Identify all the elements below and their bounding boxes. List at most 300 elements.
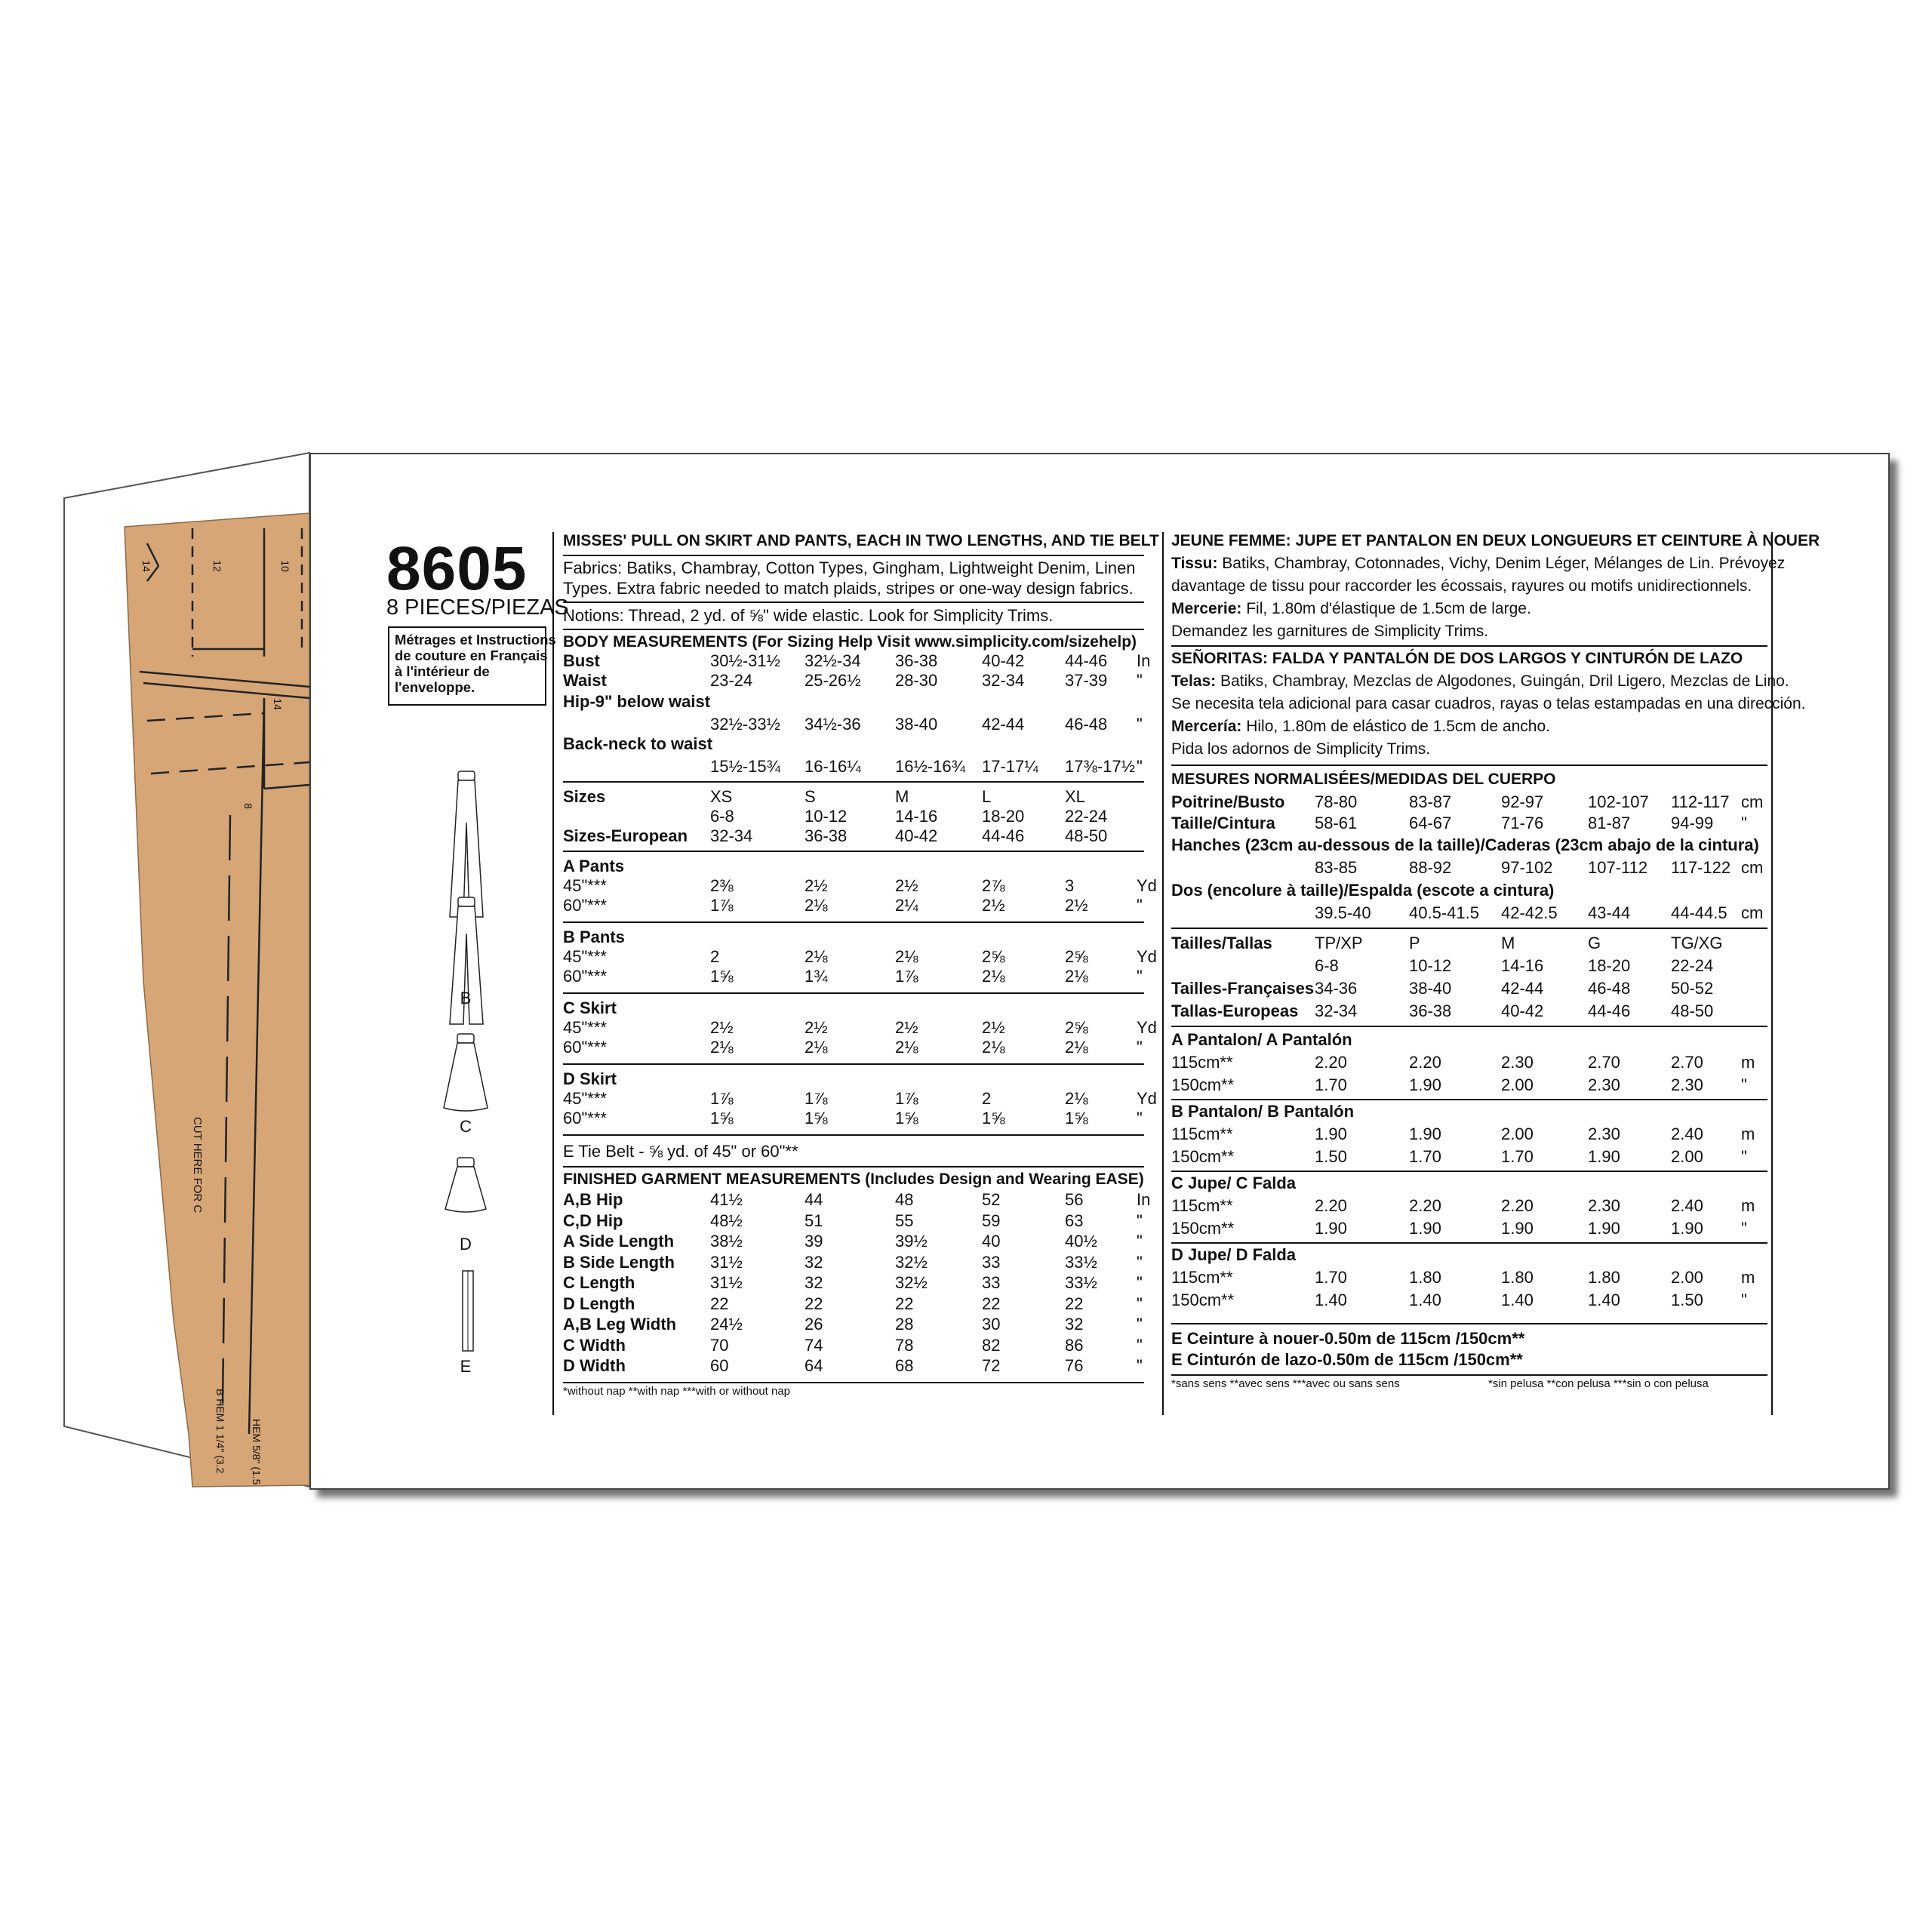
unit: ": [1137, 715, 1143, 734]
cell-value: 92-97: [1501, 792, 1544, 811]
unit: m: [1741, 1196, 1755, 1215]
cell-value: 39½: [895, 1232, 928, 1251]
size-letter: L: [982, 787, 992, 806]
divider-line: [563, 1166, 1144, 1168]
cell-value: 32: [804, 1252, 823, 1272]
cell-value: 2.20: [1315, 1053, 1347, 1072]
cell-value: 70: [710, 1335, 729, 1355]
euro-size: 36-38: [804, 826, 848, 845]
cell-value: 48: [895, 1190, 914, 1209]
tailles-fr-label: Tailles-Françaises: [1171, 979, 1315, 998]
cell-value: 28-30: [895, 671, 938, 690]
cell-value: 32½: [895, 1273, 928, 1292]
spanish-text-bold: Telas:: [1171, 672, 1217, 690]
cell-value: 2.20: [1501, 1196, 1534, 1215]
cell-value: 1.80: [1588, 1268, 1620, 1287]
cell-value: 2½: [1065, 896, 1088, 915]
cell-value: 94-99: [1671, 814, 1714, 832]
cell-value: 78: [895, 1335, 914, 1355]
column-divider-right: [1771, 532, 1773, 1415]
cell-value: 2.70: [1671, 1053, 1703, 1072]
unit: Yd: [1137, 876, 1157, 895]
ceinture-text: E Ceinture à nouer-0.50m de 115cm /150cm**: [1171, 1329, 1525, 1348]
cell-value: 2.20: [1315, 1196, 1347, 1215]
cell-value: 82: [982, 1335, 1001, 1355]
cell-value: 1.90: [1588, 1147, 1620, 1166]
divider-line: [563, 921, 1144, 923]
french-title: JEUNE FEMME: JUPE ET PANTALON EN DEUX LONGUEURS ET CEINTURE À NOUER: [1171, 532, 1820, 549]
cell-value: 1.40: [1501, 1291, 1534, 1309]
cell-value: 81-87: [1588, 814, 1631, 832]
row-label: 150cm**: [1171, 1075, 1235, 1094]
cell-value: 2.30: [1501, 1053, 1534, 1072]
cell-value: 2½: [710, 1018, 734, 1037]
cell-value: 43-44: [1588, 903, 1631, 922]
cell-value: 1.90: [1409, 1124, 1441, 1143]
cell-value: 33: [982, 1273, 1001, 1292]
column-divider-middle: [1162, 532, 1164, 1415]
cell-value: 55: [895, 1211, 914, 1230]
size-letter: M: [895, 787, 909, 806]
size-number: 10-12: [804, 807, 848, 826]
view-label-d: D: [460, 1235, 472, 1254]
cell-value: 2.00: [1501, 1075, 1534, 1094]
cell-value: 97-102: [1501, 858, 1553, 877]
tailles-label: Tailles/Tallas: [1171, 934, 1272, 952]
cell-value: 42-42.5: [1501, 903, 1558, 922]
cell-value: 33½: [1065, 1252, 1097, 1272]
view-d-drawing: [442, 1156, 489, 1217]
cell-value: 1⅞: [895, 1089, 918, 1108]
view-label-e: E: [460, 1357, 472, 1376]
french-note-line: de couture en Français: [395, 648, 548, 663]
cell-value: 34½-36: [804, 715, 861, 734]
taille-letter: P: [1409, 934, 1420, 952]
spanish-text-bold: Mercería:: [1171, 718, 1242, 735]
metric-body-heading: MESURES NORMALISÉES/MEDIDAS DEL CUERPO: [1171, 771, 1556, 788]
cell-value: 2½: [895, 1018, 918, 1037]
row-label: 115cm**: [1171, 1268, 1233, 1287]
cell-value: 64: [804, 1356, 823, 1375]
cell-value: 2⅞: [982, 876, 1005, 895]
unit: ": [1137, 1356, 1143, 1375]
unit: ": [1137, 1038, 1143, 1057]
unit: ": [1137, 1273, 1143, 1292]
taille-number: 6-8: [1315, 956, 1339, 975]
tissue-cut-here-text: CUT HERE FOR C: [191, 1117, 204, 1214]
cell-value: 56: [1065, 1190, 1084, 1209]
spanish-text-line: [1171, 695, 1806, 713]
row-label: B Side Length: [563, 1252, 675, 1272]
cell-value: 2: [982, 1089, 992, 1108]
talla-eu: 40-42: [1501, 1001, 1544, 1020]
cell-value: 2⅛: [982, 967, 1005, 986]
cell-value: 63: [1065, 1211, 1084, 1230]
cell-value: 2½: [895, 876, 918, 895]
taille-letter: TG/XG: [1671, 934, 1723, 952]
cell-value: 37-39: [1065, 671, 1108, 690]
cell-value: 1.90: [1501, 1219, 1534, 1238]
row-label: 45"***: [563, 876, 607, 895]
tissue-label-12: 12: [211, 560, 223, 572]
cell-value: 2¼: [895, 896, 918, 915]
divider-line: [563, 1134, 1144, 1136]
cell-value: 112-117: [1671, 792, 1730, 811]
cell-value: 1.80: [1501, 1268, 1534, 1287]
french-text-line: [1171, 623, 1488, 641]
cell-value: 60: [710, 1356, 729, 1375]
cell-value: 44-46: [1065, 651, 1108, 670]
talla-eu: 36-38: [1409, 1001, 1452, 1020]
french-text: Fil, 1.80m d'élastique de 1.5cm de large.: [1241, 600, 1531, 617]
cell-value: 2⅛: [895, 1038, 918, 1057]
cell-value: 1.80: [1409, 1268, 1441, 1287]
row-label: Waist: [563, 671, 607, 690]
cell-value: 2⅛: [1065, 1038, 1088, 1057]
fabrics-line: Types. Extra fabric needed to match plaids, stripes or one-way design fabrics.: [563, 579, 1134, 598]
cell-value: 2⅛: [895, 947, 918, 966]
taille-number: 14-16: [1501, 956, 1544, 975]
notions-text: Notions: Thread, 2 yd. of ⅝" wide elastic. Look for Simplicity Trims.: [563, 606, 1054, 625]
cell-value: 1⅝: [1065, 1109, 1088, 1128]
divider-line: [563, 851, 1144, 852]
spanish-text: Batiks, Chambray, Mezclas de Algodones, Guingán, Dril Ligero, Mezclas de Lino.: [1216, 672, 1789, 690]
cell-value: 88-92: [1409, 858, 1452, 877]
divider-line: [1171, 1099, 1767, 1100]
cell-value: 2.40: [1671, 1196, 1703, 1215]
cell-value: 2.30: [1671, 1075, 1703, 1094]
size-letter: XL: [1065, 787, 1085, 806]
unit: ": [1137, 1252, 1143, 1272]
cinturon-text: E Cinturón de lazo-0.50m de 115cm /150cm**: [1171, 1350, 1523, 1369]
french-text: davantage de tissu pour raccorder les écossais, rayures ou motifs unidirectionnels.: [1171, 577, 1752, 595]
pattern-number: 8605: [386, 534, 528, 603]
cell-value: 2.30: [1588, 1075, 1620, 1094]
cell-value: 39.5-40: [1315, 903, 1371, 922]
tissue-label-8: 8: [242, 803, 254, 809]
cell-value: 1.90: [1409, 1219, 1441, 1238]
unit: ": [1137, 896, 1143, 915]
row-label: 150cm**: [1171, 1291, 1235, 1309]
cell-value: 40-42: [982, 651, 1025, 670]
divider-line: [1171, 1323, 1767, 1324]
spanish-text: Pida los adornos de Simplicity Trims.: [1171, 740, 1431, 758]
cell-value: 31½: [710, 1273, 743, 1292]
row-label: 115cm**: [1171, 1124, 1233, 1143]
cell-value: 32½-34: [804, 651, 861, 670]
cell-value: 2⅝: [982, 947, 1005, 966]
cell-value: 83-85: [1315, 858, 1358, 877]
cell-value: 59: [982, 1211, 1001, 1230]
taille-letter: M: [1501, 934, 1515, 952]
cell-value: 38½: [710, 1232, 743, 1251]
taille-number: 22-24: [1671, 956, 1714, 975]
row-label: 150cm**: [1171, 1219, 1235, 1238]
spanish-text: Se necesita tela adicional para casar cuadros, rayas o telas estampadas en una dirección.: [1171, 695, 1806, 712]
unit: In: [1137, 651, 1151, 670]
row-label: 60"***: [563, 1038, 607, 1057]
cell-value: 17-17¼: [982, 757, 1038, 776]
cell-value: 1⅝: [710, 1109, 734, 1128]
cell-value: 44-44.5: [1671, 903, 1727, 922]
cell-value: 22: [1065, 1294, 1084, 1313]
cell-value: 2.70: [1588, 1053, 1620, 1072]
cell-value: 41½: [710, 1190, 743, 1209]
cell-value: 2.40: [1671, 1124, 1703, 1143]
cell-value: 2⅜: [710, 876, 734, 895]
cell-value: 3: [1065, 876, 1075, 895]
unit: ": [1137, 1335, 1143, 1355]
row-label: Taille/Cintura: [1171, 814, 1275, 832]
tie-belt-text: E Tie Belt - ⅝ yd. of 45" or 60"**: [563, 1142, 798, 1161]
cell-value: 17⅜-17½: [1065, 757, 1135, 776]
cell-value: 30: [982, 1315, 1001, 1334]
yardage-view-title: D Skirt: [563, 1069, 617, 1088]
cell-value: 15½-15¾: [710, 757, 780, 776]
envelope-back: [309, 453, 1890, 1490]
talla-eu: 32-34: [1315, 1001, 1358, 1020]
size-letter: XS: [710, 787, 733, 806]
cell-value: 16-16¼: [804, 757, 861, 776]
taille-fr: 42-44: [1501, 979, 1544, 998]
cell-value: 2½: [804, 876, 828, 895]
tissue-label-14-a: 14: [140, 560, 152, 572]
cell-value: 1.90: [1409, 1075, 1441, 1094]
cell-value: 36-38: [895, 651, 938, 670]
english-title: MISSES' PULL ON SKIRT AND PANTS, EACH IN TWO LENGTHS, AND TIE BELT: [563, 532, 1159, 549]
spanish-text: Hilo, 1.80m de elástico de 1.5cm de ancho.: [1241, 718, 1550, 735]
cell-value: 2⅛: [1065, 1089, 1088, 1108]
french-note-line: à l'intérieur de: [395, 663, 490, 679]
fabrics-text: [563, 558, 1136, 598]
unit: Yd: [1137, 1089, 1157, 1108]
metric-yardage-title: B Pantalon/ B Pantalón: [1171, 1102, 1355, 1121]
divider-line: [563, 992, 1144, 994]
unit: cm: [1741, 903, 1764, 922]
cell-value: 39: [804, 1232, 823, 1251]
taille-number: 18-20: [1588, 956, 1631, 975]
unit: m: [1741, 1124, 1755, 1143]
view-c-drawing: [441, 1032, 491, 1115]
taille-fr: 34-36: [1315, 979, 1358, 998]
cell-value: 32½-33½: [710, 715, 780, 734]
french-note-line: l'enveloppe.: [395, 679, 475, 695]
cell-value: 1.90: [1315, 1124, 1347, 1143]
cell-value: 26: [804, 1315, 823, 1334]
cell-value: 2⅛: [804, 1038, 828, 1057]
cell-value: 1.40: [1588, 1291, 1620, 1309]
row-label: Back-neck to waist: [563, 734, 713, 753]
cell-value: 23-24: [710, 671, 753, 690]
cell-value: 1.50: [1671, 1291, 1703, 1309]
unit: Yd: [1137, 947, 1157, 966]
spanish-text-line: [1171, 740, 1430, 758]
cell-value: 58-61: [1315, 814, 1358, 832]
cell-value: 2⅝: [1065, 947, 1088, 966]
cell-value: 42-44: [982, 715, 1025, 734]
yardage-view-title: A Pants: [563, 857, 625, 875]
cell-value: 1⅝: [982, 1109, 1005, 1128]
divider-line: [1171, 1171, 1767, 1172]
metric-yardage-title: D Jupe/ D Falda: [1171, 1245, 1297, 1264]
unit: ": [1137, 1315, 1143, 1334]
cell-value: 74: [804, 1335, 823, 1355]
cell-value: 33: [982, 1252, 1001, 1272]
view-label-b: B: [460, 989, 472, 1008]
cell-value: 102-107: [1588, 792, 1649, 811]
cell-value: 1⅝: [804, 1109, 828, 1128]
tissue-label-10: 10: [278, 560, 291, 572]
cell-value: 2⅛: [804, 896, 828, 915]
tissue-label-14-b: 14: [271, 698, 284, 710]
yardage-view-title: C Skirt: [563, 998, 617, 1017]
row-label: Poitrine/Busto: [1171, 792, 1285, 811]
divider-line: [563, 601, 1144, 603]
cell-value: 2.20: [1409, 1196, 1441, 1215]
cell-value: 32: [804, 1273, 823, 1292]
euro-size: 48-50: [1065, 826, 1108, 845]
cell-value: 2⅛: [710, 1038, 734, 1057]
french-text: Batiks, Chambray, Cotonnades, Vichy, Denim Léger, Mélanges de Lin. Prévoyez: [1217, 555, 1786, 572]
unit: ": [1741, 1219, 1747, 1238]
unit: In: [1137, 1190, 1151, 1209]
cell-value: 38-40: [895, 715, 938, 734]
sizes-label: Sizes: [563, 787, 606, 806]
taille-fr: 50-52: [1671, 979, 1714, 998]
cell-value: 1⅞: [804, 1089, 828, 1108]
unit: m: [1741, 1053, 1755, 1072]
row-label: Hanches (23cm au-dessous de la taille)/Caderas (23cm abajo de la cintura): [1171, 835, 1759, 854]
cell-value: 1.70: [1409, 1147, 1441, 1166]
euro-label: Sizes-European: [563, 826, 688, 845]
euro-size: 32-34: [710, 826, 753, 845]
footnote-french: *sans sens **avec sens ***avec ou sans sens: [1171, 1377, 1400, 1390]
cell-value: 2: [710, 947, 720, 966]
row-label: Hip-9" below waist: [563, 692, 711, 711]
cell-value: 51: [804, 1211, 823, 1230]
cell-value: 1.50: [1315, 1147, 1347, 1166]
fabrics-line: Fabrics: Batiks, Chambray, Cotton Types, Gingham, Lightweight Denim, Linen: [563, 558, 1136, 577]
cell-value: 2½: [804, 1018, 828, 1037]
unit: ": [1741, 814, 1747, 832]
cell-value: 1.90: [1588, 1219, 1620, 1238]
cell-value: 1.70: [1315, 1268, 1347, 1287]
cell-value: 2.00: [1671, 1147, 1703, 1166]
taille-fr: 38-40: [1409, 979, 1452, 998]
cell-value: 1⅞: [895, 967, 918, 986]
row-label: 60"***: [563, 896, 607, 915]
unit: cm: [1741, 792, 1764, 811]
cell-value: 117-122: [1671, 858, 1731, 877]
metric-yardage-title: C Jupe/ C Falda: [1171, 1174, 1297, 1192]
view-label-c: C: [460, 1117, 472, 1136]
french-text-line: [1171, 577, 1752, 595]
unit: m: [1741, 1268, 1755, 1287]
cell-value: 2⅝: [1065, 1018, 1088, 1037]
cell-value: 1.90: [1315, 1219, 1347, 1238]
cell-value: 2.00: [1501, 1124, 1534, 1143]
unit: ": [1741, 1291, 1747, 1309]
unit: Yd: [1137, 1018, 1157, 1037]
row-label: 45"***: [563, 1018, 607, 1037]
unit: ": [1137, 1211, 1143, 1230]
row-label: 115cm**: [1171, 1196, 1233, 1215]
cell-value: 2.30: [1588, 1124, 1620, 1143]
cell-value: 107-112: [1588, 858, 1648, 877]
cell-value: 2.20: [1409, 1053, 1441, 1072]
french-text: Demandez les garnitures de Simplicity Trims.: [1171, 623, 1489, 640]
cell-value: 22: [710, 1294, 729, 1313]
cell-value: 86: [1065, 1335, 1084, 1355]
unit: cm: [1741, 858, 1764, 877]
cell-value: 1⅞: [710, 1089, 734, 1108]
cell-value: 1.90: [1671, 1219, 1703, 1238]
taille-number: 10-12: [1409, 956, 1452, 975]
cell-value: 2.00: [1671, 1268, 1703, 1287]
cell-value: 2⅛: [1065, 967, 1088, 986]
cell-value: 24½: [710, 1315, 743, 1334]
row-label: 115cm**: [1171, 1053, 1233, 1072]
cell-value: 2½: [982, 896, 1005, 915]
row-label: 150cm**: [1171, 1147, 1235, 1166]
row-label: A Side Length: [563, 1232, 675, 1251]
row-label: A,B Leg Width: [563, 1315, 677, 1334]
cell-value: 25-26½: [804, 671, 861, 690]
unit: ": [1741, 1075, 1747, 1094]
taille-fr: 46-48: [1588, 979, 1631, 998]
taille-letter: G: [1588, 934, 1601, 952]
cell-value: 2⅛: [804, 947, 828, 966]
unit: ": [1741, 1147, 1747, 1166]
row-label: 60"***: [563, 967, 607, 986]
cell-value: 32½: [895, 1252, 928, 1272]
tallas-eu-label: Tallas-Europeas: [1171, 1001, 1299, 1020]
size-number: 6-8: [710, 807, 734, 826]
yardage-view-title: B Pants: [563, 928, 625, 946]
pattern-pieces-count: 8 PIECES/PIEZAS: [386, 595, 569, 620]
view-e-drawing: [460, 1269, 475, 1354]
row-label: Bust: [563, 651, 600, 670]
divider-line: [563, 781, 1144, 783]
spanish-text-line: [1171, 672, 1789, 691]
cell-value: 40.5-41.5: [1409, 903, 1479, 922]
cell-value: 22: [895, 1294, 914, 1313]
divider-line: [1171, 928, 1767, 929]
column-divider-left: [552, 532, 554, 1415]
row-label: 60"***: [563, 1109, 607, 1128]
cell-value: 1⅝: [895, 1109, 918, 1128]
cell-value: 1.40: [1409, 1291, 1441, 1309]
cell-value: 31½: [710, 1252, 743, 1272]
french-note-line: Métrages et Instructions: [395, 632, 556, 648]
cell-value: 1⅝: [710, 967, 734, 986]
cell-value: 76: [1065, 1356, 1084, 1375]
cell-value: 1¾: [804, 967, 828, 986]
row-label: A,B Hip: [563, 1190, 623, 1209]
cell-value: 1⅞: [710, 896, 734, 915]
divider-line: [563, 1063, 1144, 1065]
french-text-line: [1171, 600, 1531, 618]
footnote-english: *without nap **with nap ***with or without nap: [563, 1384, 791, 1398]
unit: ": [1137, 671, 1143, 690]
spanish-title: SEÑORITAS: FALDA Y PANTALÓN DE DOS LARGOS Y CINTURÓN DE LAZO: [1171, 650, 1743, 667]
unit: ": [1137, 1232, 1143, 1251]
divider-line: [1171, 645, 1767, 647]
cell-value: 71-76: [1501, 814, 1544, 832]
tissue-hem-b-text: B HEM 1 1/4" (3.2: [214, 1389, 226, 1474]
cell-value: 33½: [1065, 1273, 1097, 1292]
cell-value: 22: [982, 1294, 1001, 1313]
